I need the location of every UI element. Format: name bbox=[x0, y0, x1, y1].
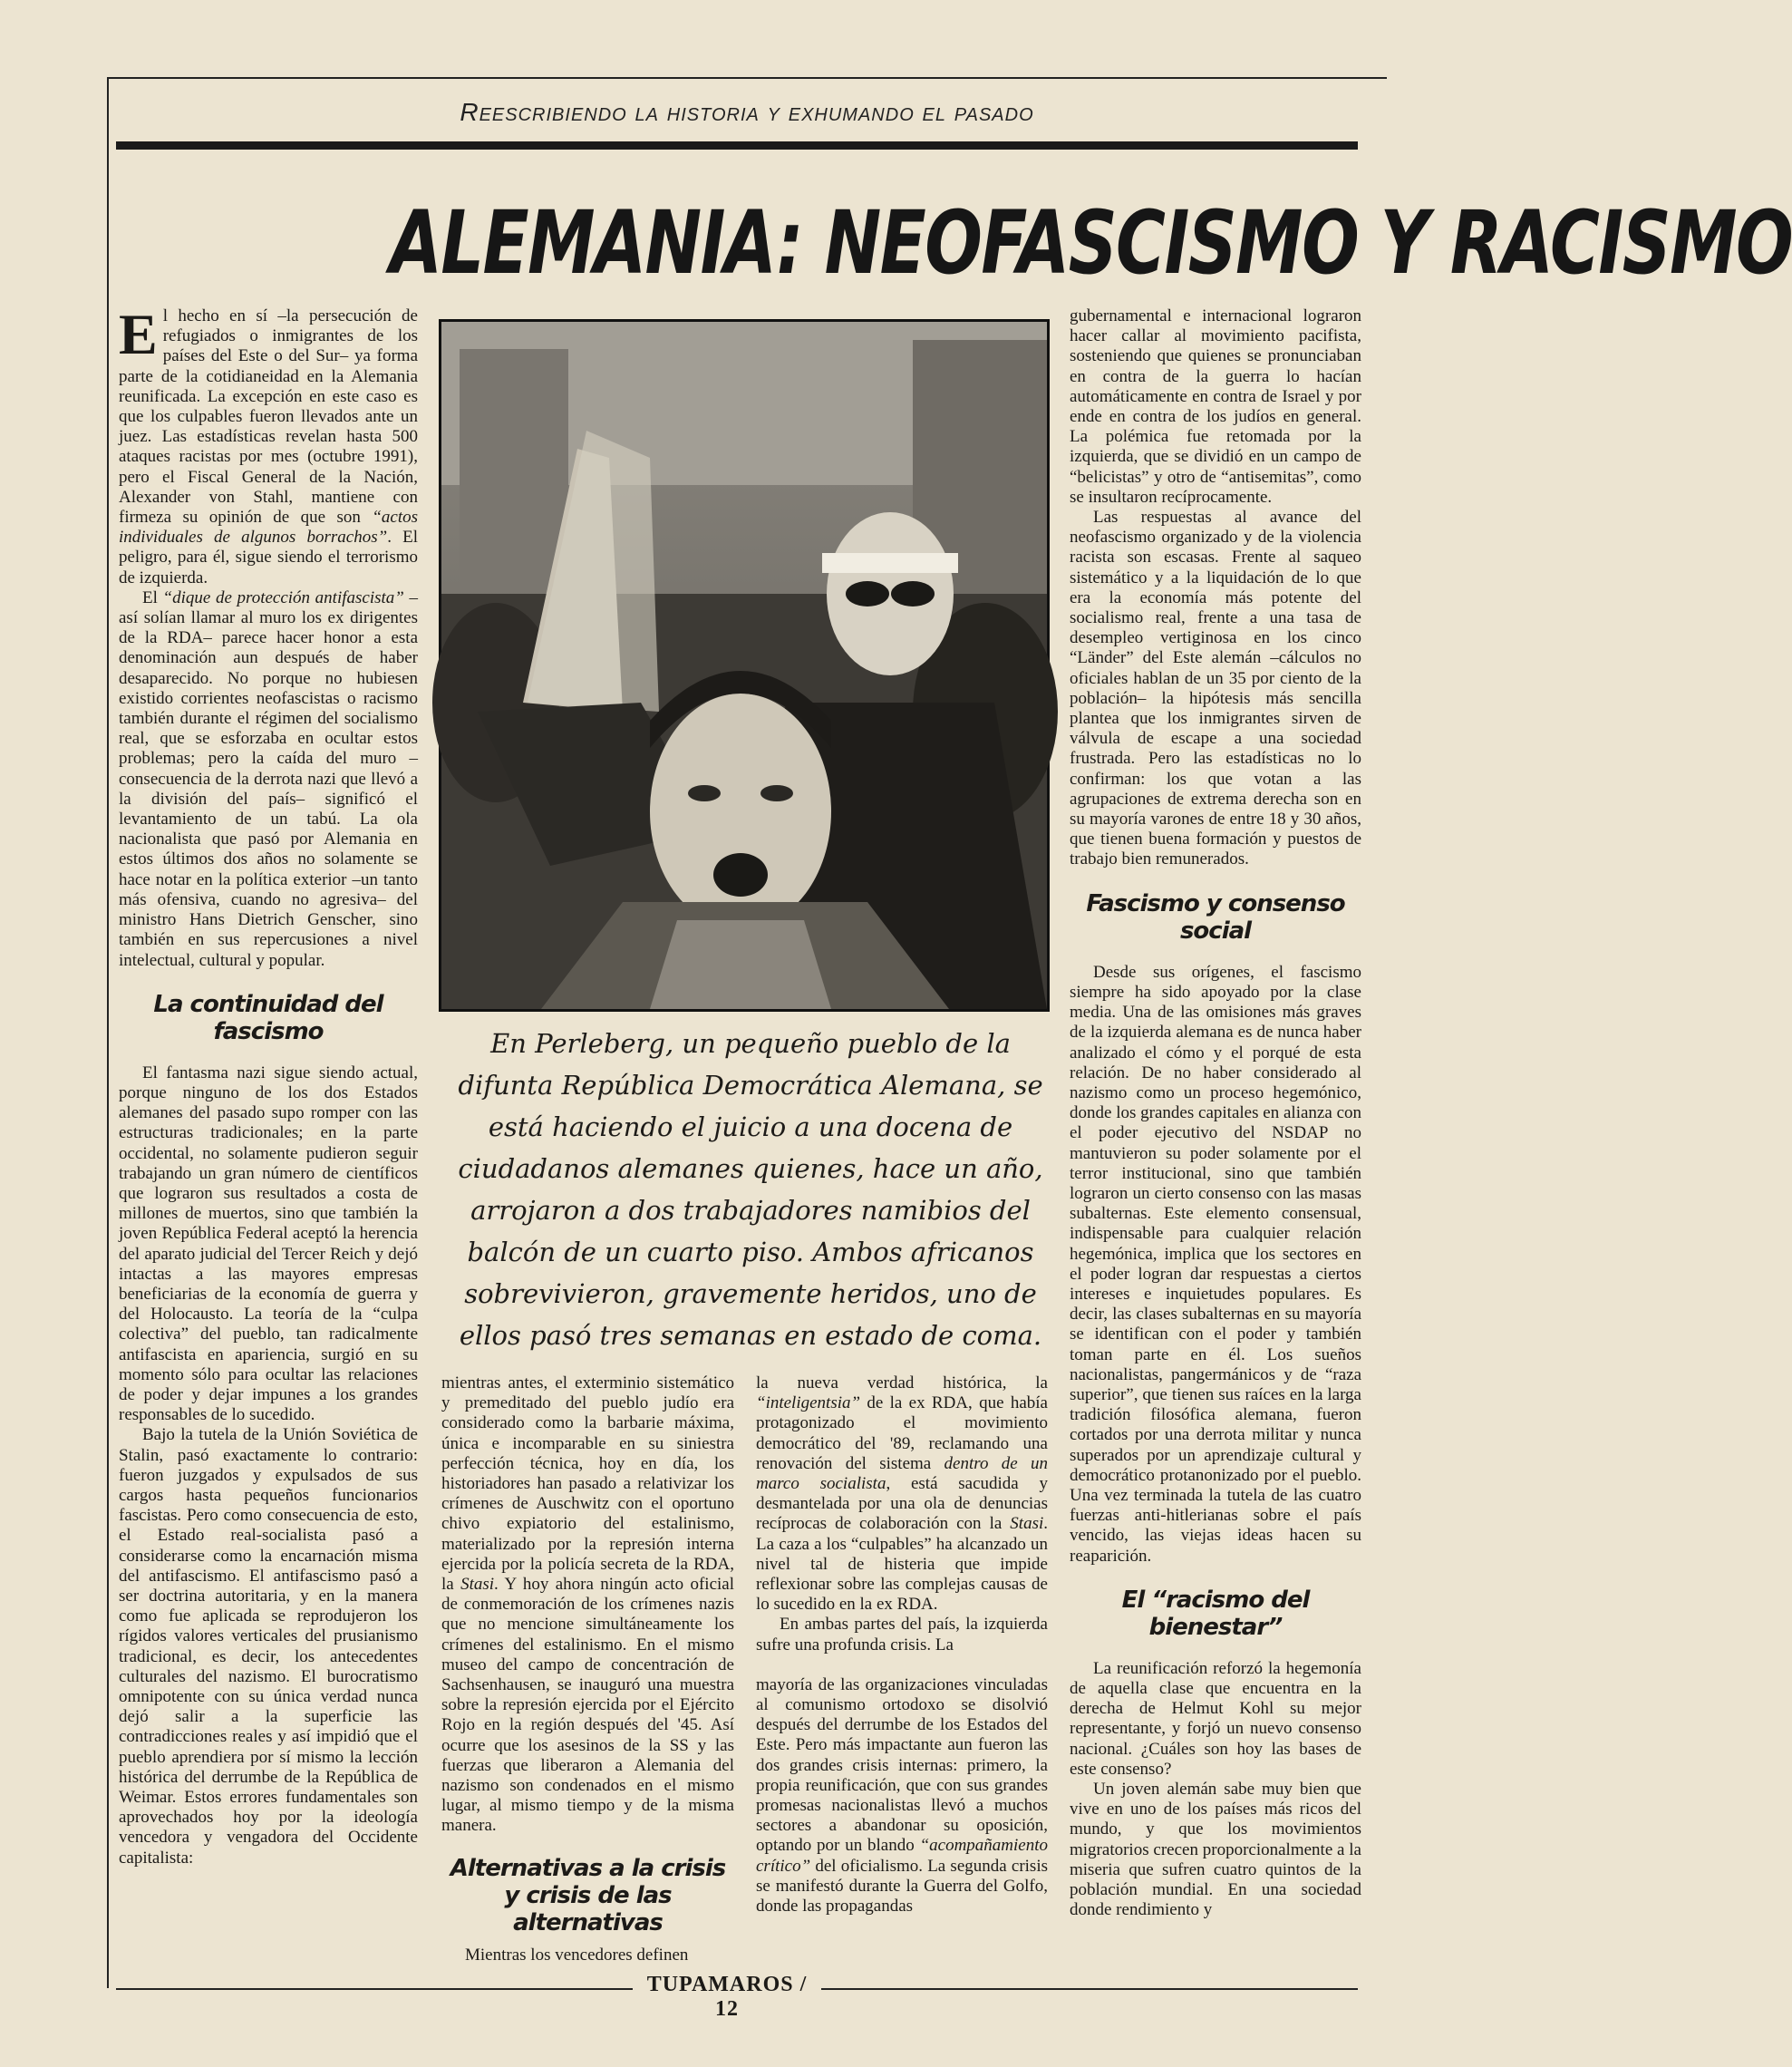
frame-left-rule bbox=[107, 77, 109, 1988]
paragraph: Bajo la tutela de la Unión Soviética de Stalin, pasó exactamente lo contrario: fueron juzgados y expulsados de sus cargos hasta pequeños funcionarios fascistas. Pero como consecuencia de esto, el Estado real-socialista pasó a considerarse como la encarnación misma del antifascismo. El antifascismo pasó a ser doctrina autoritaria, y en la manera como fue aplicada se reprodujeron los rígidos valores verticales del prusianismo tradicional, es decir, los antecedentes culturales del nazismo. El burocratismo omnipotente con su única verdad nunca dejó salir a la superficie las contradicciones reales y así impidió que el pueblo aprendiera por sí mismo la lección histórica del derrumbe de la República de Weimar. Estos errores fundamentales son aprovechados hoy por la ideología vencedora y vengadora del Occidente capitalista: bbox=[119, 1425, 418, 1868]
paragraph: En ambas partes del país, la izquierda sufre una profunda crisis. La bbox=[756, 1615, 1048, 1655]
column-4 bbox=[1070, 306, 1361, 1920]
paragraph: mientras antes, el exterminio sistemático y premeditado del pueblo judío era considerado como la barbarie máxima, única e incomparable en su siniestra perfección técnica, hoy en día, los historiadores han pasado a relativizar los crímenes de Auschwitz con el oportuno chivo expiatorio del estalinismo, materializado por la represión interna ejercida por la policía secreta de la RDA, la Stasi. Y hoy ahora ningún acto oficial de conmemoración de los crímenes nazis que no mencione simultáneamente los crímenes del estalinismo. En el mismo museo del campo de concentración de Sachsenhausen, se inauguró una muestra sobre la represión ejercida por el Ejército Rojo en la región después del '45. Así ocurre que los asesinos de la SS y las fuerzas que liberaron a Alemania del nazismo son condenados en el mismo lugar, al mismo tiempo y de la misma manera. bbox=[441, 1373, 734, 1836]
footer-rule-right bbox=[821, 1988, 1358, 1990]
paragraph: mayoría de las organizaciones vinculadas al comunismo ortodoxo se disolvió después del derrumbe de los Estados del Este. Pero más impactante aun fueron las dos grandes crisis internas: primero, la propia reunificación, que con sus grandes promesas nacionalistas llevó a muchos sectores a abandonar su oposición, optando por un blando “acompañamiento crítico” del oficialismo. La segunda crisis se manifestó durante la Guerra del Golfo, donde las propagandas bbox=[756, 1674, 1048, 1917]
footer-rule-left bbox=[116, 1988, 633, 1990]
column-3 bbox=[756, 1373, 1048, 1917]
subhead: El “racismo del bienestar” bbox=[1121, 1586, 1310, 1641]
header-rule bbox=[116, 141, 1358, 150]
drop-cap: E bbox=[119, 302, 158, 366]
paragraph: la nueva verdad histórica, la “inteligentsia” de la ex RDA, que había protagonizado el movimiento democrático del '89, reclamando una renovación del sistema dentro de un marco socialista, está sacudida y desmantelada por una ola de denuncias recíprocas de colaboración con la Stasi. La caza a los “culpables” ha alcanzado un nivel tal de histeria que impide reflexionar sobre las complejas causas de lo sucedido en la ex RDA. bbox=[756, 1373, 1048, 1615]
paragraph: El “dique de protección antifascista” –así solían llamar al muro los ex dirigentes de la RDA– parece hacer honor a esta denominación aun después de haber desaparecido. No porque no hubiesen existido corrientes neofascistas o racismo también durante el régimen del socialismo real, que se esforzaba en ocultar estos problemas; pero la caída del muro –consecuencia de la derrota nazi que llevó a la división del país– significó el levantamiento de un tabú. La ola nacionalista que pasó por Alemania en estos últimos dos años no solamente se hace notar en la política exterior –un tanto más ofensiva, cuando no agresiva– del ministro Hans Dietrich Genscher, sino también en sus repercusiones a nivel intelectual, cultural y popular. bbox=[119, 587, 419, 970]
paragraph: Mientras los vencedores definen bbox=[465, 1945, 689, 1965]
paragraph: Las respuestas al avance del neofascismo organizado y de la violencia racista son escasas. Frente al saqueo sistemático y a la liquidación de lo que era la economía más potente del socialismo real, frente a una tasa de desempleo vertiginosa en los cinco “Länder” del Este alemán –cálculos no oficiales hablan de un 35 por ciento de la población– la hipótesis más sencilla plantea que los inmigrantes sirven de válvula de escape a una sociedad frustrada. Pero las estadísticas no lo confirman: los que votan a las agrupaciones de extrema derecha son en su mayoría varones de entre 18 y 30 años, que tienen buena formación y puestos de trabajo bien remunerados. bbox=[1070, 508, 1361, 869]
frame-top-rule bbox=[107, 77, 1387, 79]
paragraph: El fantasma nazi sigue siendo actual, porque ninguno de los dos Estados alemanes del pasado supo romper con las estructuras tradicionales; en la parte occidental, no solamente pudieron seguir trabajando un gran número de científicos que lograron sus resultados a costa de millones de muertos, sino que también la joven República Federal aceptó la herencia del aparato judicial del Tercer Reich y dejó intactas a las mayores empresas beneficiarias de la economía de guerra y del Holocausto. La teoría de la “culpa colectiva” del pueblo, tan radicalmente antifascista en apariencia, surgió en su momento sólo para ocultar las relaciones de poder y dejar impunes a los grandes responsables de lo sucedido. bbox=[119, 1063, 418, 1425]
column-2 bbox=[441, 1373, 734, 1965]
headline: ALEMANIA: NEOFASCISMO Y RACISMO bbox=[390, 192, 1792, 294]
news-photo bbox=[439, 319, 1050, 1012]
paragraph: gubernamental e internacional lograron hacer callar al movimiento pacifista, sosteniendo que quienes se pronunciaban en contra de la guerra lo hacían automáticamente en contra de Israel y por ende en contra de los judíos en general. La polémica fue retomada por la izquierda, que se dividió en un campo de “belicistas” y otro de “antisemitas”, como se insultaron recíprocamente. bbox=[1070, 306, 1361, 507]
page-folio: TUPAMAROS / 12 bbox=[646, 1973, 808, 2021]
pull-quote: En Perleberg, un pequeño pueblo de la difunta República Democrática Alemana, se está haciendo el juicio a una docena de ciudadanos alemanes quienes, hace un año, arrojaron a dos trabajadores namibios del balcón de un cuarto piso. Ambos africanos sobrevivieron, gravemente heridos, uno de ellos pasó tres semanas en estado de coma. bbox=[458, 1028, 1043, 1351]
subhead: Alternativas a la crisis y crisis de las alternativas bbox=[450, 1854, 726, 1936]
column-1 bbox=[119, 302, 419, 1868]
paragraph: La reunificación reforzó la hegemonía de aquella clase que encuentra en la derecha de Helmut Kohl su mejor representante, y forjó un nuevo consenso nacional. ¿Cuáles son hoy las bases de este consenso? bbox=[1070, 1658, 1361, 1779]
subhead: Fascismo y consenso social bbox=[1086, 889, 1345, 945]
paragraph: Un joven alemán sabe muy bien que vive en uno de los países más ricos del mundo, y que los movimientos migratorios crecen proporcionalmente a la miseria que sufren cuatro quintos de la población mundial. En una sociedad donde rendimiento y bbox=[1070, 1780, 1361, 1920]
paragraph: Desde sus orígenes, el fascismo siempre ha sido apoyado por la clase media. Una de las omisiones más graves de la izquierda alemana es de nunca haber analizado el cómo y el porqué de esta relación. De no haber considerado al nazismo como un proceso hegemónico, donde los grandes capitales en alianza con el poder ejecutivo del NSDAP no mantuvieron su poder solamente por el terror institucional, sino que también lograron un cierto consenso con las masas subalternas. Este elemento consensual, indispensable para cualquier relación hegemónica, implica que los sectores en el poder logran dar respuestas a ciertos intereses e inquietudes populares. Es decir, las clases subalternas en su mayoría se identifican con el poder y también toman parte en él. Los sueños nacionalistas, pangermánicos y de “raza superior”, que tienen sus raíces en la larga tradición filosófica alemana, fueron cortados por una derrota militar y nunca superados por un aprendizaje cultural y democrático protanonizado por el pueblo. Una vez terminada la tutela de las cuatro fuerzas anti-hitlerianas sobre el país vencido, las viejas ideas hacen su reaparición. bbox=[1070, 962, 1361, 1566]
subhead: La continuidad del fascismo bbox=[153, 990, 383, 1045]
paragraph: El hecho en sí –la persecución de refugiados o inmigrantes de los países del Este o del Sur– ya forma parte de la cotidianeidad en la Alemania reunificada. La excepción en este caso es que los culpables fueron llevados ante un juez. Las estadísticas revelan hasta 500 ataques racistas por mes (octubre 1991), pero el Fiscal General de la Nación, Alexander von Stahl, mantiene con firmeza su opinión de que son “actos individuales de algunos borrachos”. El peligro, para él, sigue siendo el terrorismo de izquierda. bbox=[119, 302, 418, 587]
photo-illustration bbox=[441, 322, 1047, 1009]
running-head: Reescribiendo la historia y exhumando el pasado bbox=[460, 98, 1034, 126]
